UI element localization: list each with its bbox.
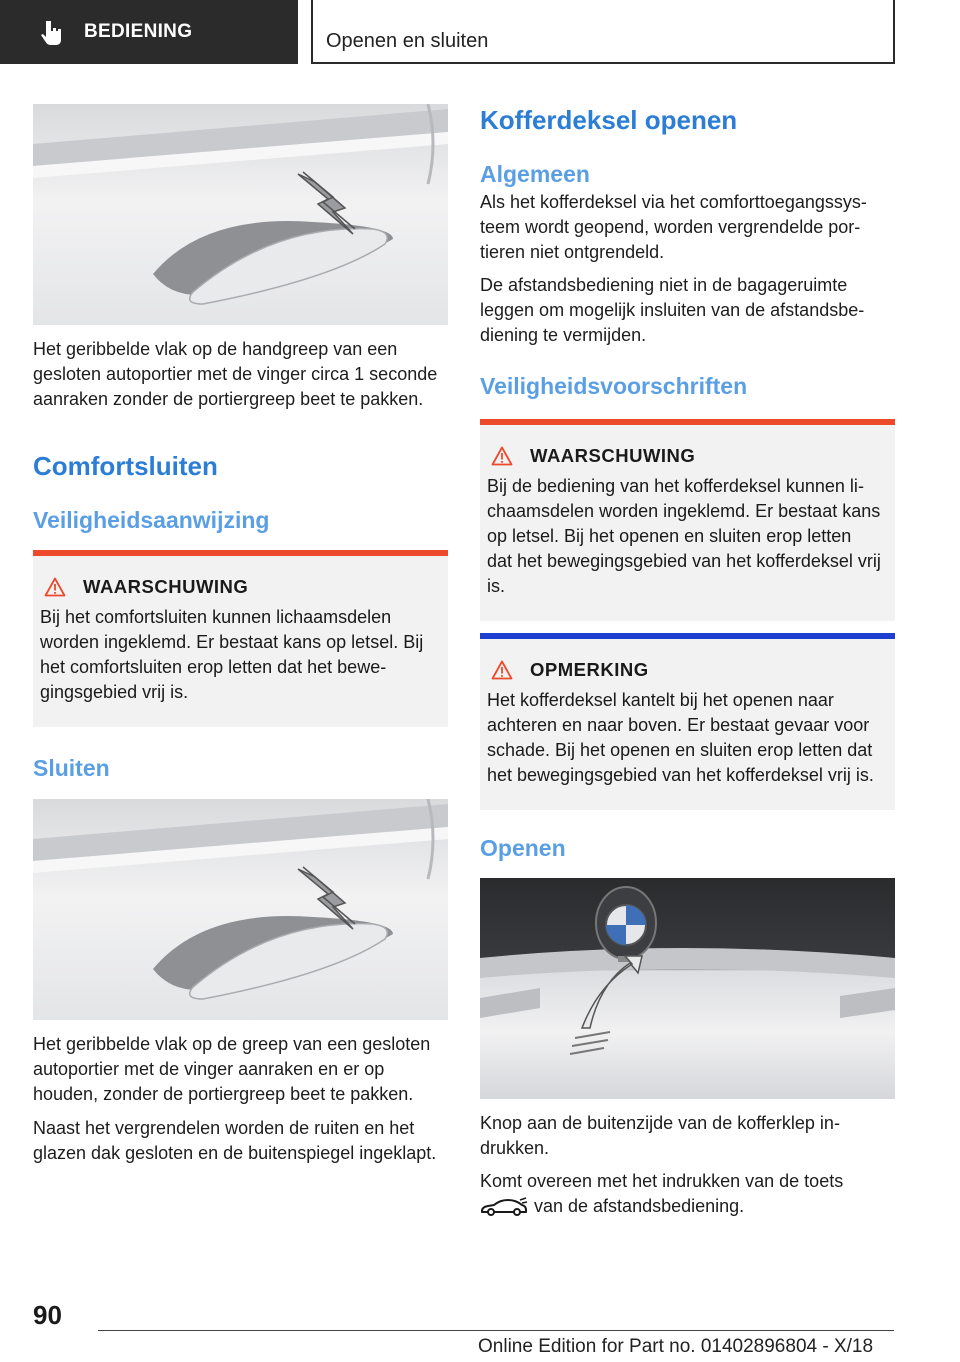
footer-edition: Online Edition for Part no. 01402896804 - X/18 [478,1336,874,1357]
warning-box-comfort [33,550,448,727]
paragraph-algemeen-2: De afstandsbediening niet in de bagageruimte leggen om mogelijk insluiten van de afstandsbediening te vermijden. [480,275,865,345]
note-box-trunk [480,633,895,810]
note-title: OPMERKING [530,659,649,680]
heading-comfortsluiten: Comfortsluiten [33,451,218,481]
paragraph-sluiten: Naast het vergrendelen worden de ruiten en het glazen dak gesloten en de buitenspiegel ingeklapt. [33,1118,437,1163]
subheading-openen: Openen [480,835,566,861]
image-3-caption: Knop aan de buitenzijde van de kofferklep indrukken. [480,1113,840,1158]
warning-title: WAARSCHUWING [530,445,696,466]
trunk-button-illustration [480,878,895,1099]
paragraph-openen [480,1169,895,1219]
subheading-algemeen: Algemeen [480,161,590,187]
subheading-sluiten: Sluiten [33,755,110,781]
image-2-caption: Het geribbelde vlak op de greep van een gesloten autoportier met de vinger aanraken en er op houden, zonder de portiergreep beet te pakken. [33,1034,431,1104]
trunk-key-icon [480,1197,528,1217]
note-text: Het kofferdeksel kantelt bij het openen naar achteren en naar boven. Er bestaat gevaar voor schade. Bij het openen en sluiten erop letten dat het bewegingsgebied van het kofferdeksel vrij is. [487,690,874,785]
image-1-caption: Het geribbelde vlak op de handgreep van een gesloten autoportier met de vinger circa 1 seconde aanraken zonder de portiergreep beet te pakken. [33,339,438,409]
hand-touch-icon [40,19,66,45]
warning-box-trunk [480,419,895,621]
page-number: 90 [33,1300,62,1330]
footer-rule [98,1330,894,1331]
paragraph-openen-suffix: van de afstandsbediening. [534,1196,745,1216]
chapter-title: Openen en sluiten [326,30,489,52]
section-tab [0,0,298,64]
warning-triangle-icon [44,577,66,597]
subheading-veiligheidsvoorschriften: Veiligheidsvoorschriften [480,373,748,399]
warning-triangle-icon [491,446,513,466]
note-heading [487,639,881,681]
heading-kofferdeksel-openen: Kofferdeksel openen [480,105,738,135]
warning-text: Bij de bediening van het kofferdeksel kunnen lichaamsdelen worden ingeklemd. Er bestaat kans op letsel. Bij het openen en sluiten erop letten dat het bewegingsgebied van het kofferdeksel vrij is. [487,476,881,596]
left-column [33,104,448,1166]
warning-heading [40,556,434,598]
warning-title: WAARSCHUWING [83,576,249,597]
header-divider-right [893,0,895,64]
paragraph-algemeen-1: Als het kofferdeksel via het comforttoegangssysteem wordt geopend, worden vergrendelde portieren niet ontgrendeld. [480,192,867,262]
door-handle-image-1 [33,104,448,325]
door-handle-image-2 [33,799,448,1020]
warning-heading [487,425,881,467]
right-column [480,104,895,1219]
header-divider-left [311,0,313,64]
notice-triangle-icon [491,660,513,680]
door-handle-illustration-2 [33,799,448,1020]
door-handle-illustration-1 [33,104,448,325]
trunk-button-image [480,878,895,1099]
header-underline [311,62,895,64]
warning-text: Bij het comfortsluiten kunnen lichaamsdelen worden ingeklemd. Er bestaat kans op letsel. Bij het comfortsluiten erop letten dat het bewegingsgebied vrij is. [40,607,424,702]
subheading-veiligheidsaanwijzing: Veiligheidsaanwijzing [33,507,270,533]
paragraph-openen-prefix: Komt overeen met het indrukken van de toets [480,1171,844,1191]
section-tab-label: BEDIENING [84,21,193,42]
